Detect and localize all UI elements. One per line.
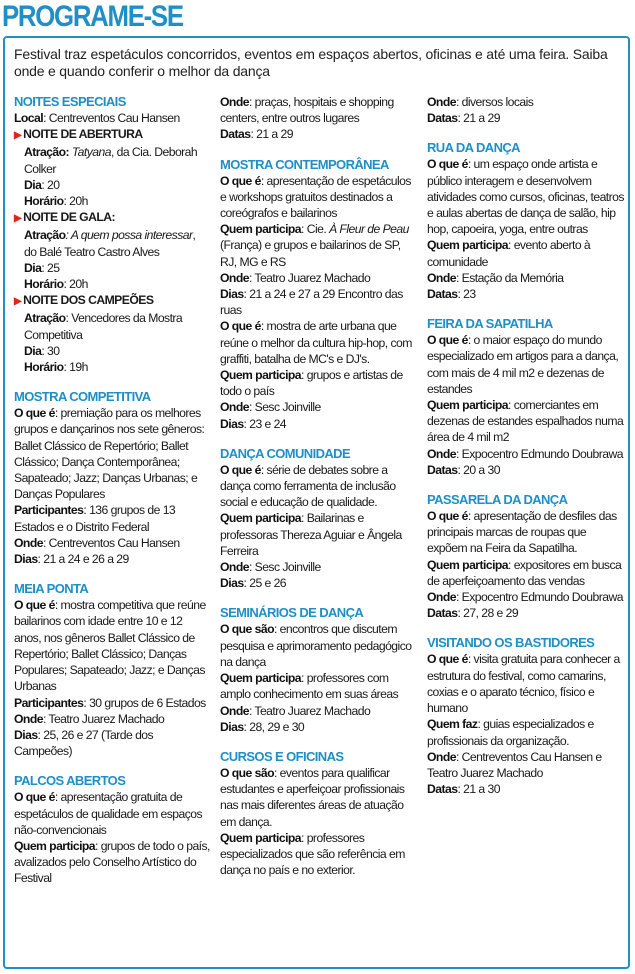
field-value: , do Balé Teatro Castro Alves [24,228,196,259]
field-value: : 21 a 30 [457,782,500,797]
event-details [14,310,210,375]
field-value: : eventos para qualificar estudantes e aperfeiçoar profissionais nas mais diferentes áreas de atuação em dança. [220,765,405,829]
field-label: Onde [427,95,456,109]
field-label: O que é [427,333,468,348]
field-label: Dias [220,416,244,431]
field-label: Horário [24,194,64,209]
field-value: : 21 a 29 [457,111,500,126]
field-value: : 19h [63,360,88,375]
field-label: Quem participa [220,511,302,526]
section-heading: DANÇA COMUNIDADE [220,445,351,461]
section-heading: MOSTRA CONTEMPORÂNEA [220,156,389,172]
field-label: Datas [427,782,458,797]
field-value: : 21 a 29 [250,127,293,142]
field-value: : Teatro Juarez Machado [248,270,371,285]
field-label: O que é [220,462,261,477]
section-heading: VISITANDO OS BASTIDORES [427,635,595,651]
field-value: : grupos de todo o país, avalizados pelo Conselho Artístico do Festival [14,838,210,886]
field-label: O que é [427,509,468,524]
field-label: Dias [220,576,244,591]
section-heading: PASSARELA DA DANÇA [427,492,568,508]
field-label: Onde [427,446,456,461]
field-label: Atração [24,311,66,326]
field-value: : mostra de arte urbana que reúne o melhor da cultura hip-hop, com graffiti, batalha de MC's e DJ's. [220,319,412,366]
field-label: Horário [24,360,64,375]
field-value: : 30 grupos de 6 Estados [83,695,206,710]
field-value: : praças, hospitais e shopping centers, entre outros lugares [220,95,394,126]
field-label: Quem participa [427,557,509,572]
field-value: : professores com amplo conhecimento em suas áreas [220,671,399,702]
field-label: O que é [14,790,55,805]
field-value: : guias especializados e profissionais da organização. [427,717,594,748]
field-label: Quem participa [220,830,302,845]
field-label: Onde [220,560,249,575]
field-value: : 23 e 24 [243,416,287,431]
column-3 [427,94,627,797]
field-value: : Sesc Joinville [248,560,321,575]
field-value: : 27, 28 e 29 [457,606,519,621]
field-value: : Estação da Memória [455,270,564,285]
field-value: : Centreventos Cau Hansen [43,111,180,125]
page-title: PROGRAME-SE [2,0,183,33]
field-value: : encontros que discutem pesquisa e aprimoramento pedagógico na dança [220,622,412,669]
field-value: : 30 [41,343,60,358]
event-name: ▶ NOITE DE GALA: [14,210,115,225]
field-label: Dia [24,177,42,192]
arrow-icon: ▶ [14,130,22,142]
field-value: : 25, 26 e 27 (Tarde dos Campeões) [14,727,154,759]
field-value: : Centreventos Cau Hansen e Teatro Juarez Machado [427,749,602,780]
field-label: O que é [220,319,261,334]
field-label: Onde [220,703,249,718]
field-label: Quem participa [427,398,509,413]
field-value: : apresentação de desfiles das principais marcas de roupas que expõem na Feira da Sapatilha. [427,509,617,556]
event-details [14,144,210,209]
field-value: : Centreventos Cau Hansen [42,535,180,550]
column-2 [220,94,418,878]
field-value: : evento aberto à comunidade [427,238,591,269]
field-value: , da Cia. Deborah Colker [24,145,198,176]
field-label: O que é [14,598,55,613]
field-label: Atração [24,228,66,243]
field-value: À Fleur de Peau [329,222,409,237]
field-value: : grupos e artistas de todo o país [220,368,403,399]
intro-text: Festival traz espetáculos concorridos, eventos em espaços abertos, oficinas e até uma feira. Saiba onde e quando conferir o melhor da dança [14,46,608,79]
local-line [14,110,210,126]
field-value: : o maior espaço do mundo especializado em artigos para a dança, com mais de 4 mil m2 e dezenas de estandes [427,333,619,396]
field-label: Onde [427,270,456,285]
field-label: Local [14,111,44,125]
field-value: : A quem possa interessar [65,228,193,243]
field-label: Dia [24,260,42,275]
field-value: : 136 grupos de 13 Estados e o Distrito Federal [14,503,176,534]
section-heading: MOSTRA COMPETITIVA [14,389,151,405]
field-label: O que são [220,765,274,780]
field-label: O que é [220,173,261,188]
field-label: Dias [14,552,38,567]
field-value: : 23 [457,287,476,302]
event-details [14,227,210,292]
field-label: O que é [14,406,55,421]
field-label: Participantes [14,503,84,518]
column-1 [14,94,210,887]
field-value: : mostra competitiva que reúne bailarinos com idade entre 10 e 12 anos, nos gêneros Ballet Clássico de Repertório; Ballet Clássico; Danças Populares; Sapateado; Jazz; e Danças Urbanas [14,598,206,694]
field-value: : 20h [63,194,88,209]
field-label: Onde [14,711,43,726]
field-label: Quem participa [427,238,509,253]
field-value: : 21 a 24 e 27 a 29 Encontro das ruas [220,287,403,318]
field-value: : diversos locais [455,95,534,109]
field-value: : premiação para os melhores grupos e dançarinos nos sete gêneros: Ballet Clássico de Repertório; Ballet Clássico; Dança Contemporânea; Sapateado; Jazz; Danças Urbanas; e Danças Populares [14,406,205,502]
field-value: : 20 a 30 [457,462,500,477]
event-name: ▶ NOITE DOS CAMPEÕES [14,293,154,308]
field-label: Dias [14,727,38,742]
field-value: : Bailarinas e professoras Thereza Aguiar e Ângela Ferreira [220,511,402,558]
field-value: : Expocentro Edmundo Doubrawa [455,590,623,605]
field-value: : Cie. [301,222,330,237]
field-label: O que é [427,157,468,172]
field-label: Horário [24,277,64,292]
event-name: ▶ NOITE DE ABERTURA [14,127,143,142]
field-label: Onde [427,590,456,605]
field-value: : visita gratuita para conhecer a estrutura do festival, como camarins, coxias e o aparato técnico, físico e humano [427,652,620,716]
field-label: Onde [220,95,249,109]
field-label: Dia [24,343,42,358]
field-value: : série de debates sobre a dança como ferramenta de inclusão social e educação de qualidade. [220,462,396,510]
field-value: : Vencedores da Mostra Competitiva [24,311,183,342]
field-label: Onde [220,400,249,415]
field-label: Onde [220,270,249,285]
field-label: Quem participa [220,368,302,383]
field-label: O que é [427,652,468,667]
field-value: : Teatro Juarez Machado [248,703,371,718]
field-value: : professores especializados que são referência em dança no país e no exterior. [220,830,405,878]
field-label: Quem faz [427,717,478,732]
arrow-icon: ▶ [14,213,22,225]
field-value: : 25 [41,260,60,275]
field-label: Datas [427,111,458,126]
field-label: Dias [220,719,244,734]
field-value: : expositores em busca de aperfeiçoamento das vendas [427,557,622,588]
field-value: : apresentação gratuita de espetáculos de qualidade em espaços não-convencionais [14,790,203,837]
field-value: : apresentação de espetáculos e workshops gratuitos destinados a coreógrafos e bailarinos [220,173,411,221]
field-value: : 21 a 24 e 26 a 29 [37,552,129,567]
field-value: : comerciantes em dezenas de estandes espalhados numa área de 4 mil m2 [427,398,624,445]
field-value: : um espaço onde artista e público interagem e desenvolvem atividades como cursos, oficinas, teatros e aulas abertas de dança de salão, hip hop, capoeira, yoga, entre outras [427,157,624,237]
field-label: Atração: [24,145,70,160]
field-value: : Teatro Juarez Machado [42,711,165,726]
section-heading: RUA DA DANÇA [427,140,520,156]
section-heading: PALCOS ABERTOS [14,773,126,789]
field-label: Onde [14,535,43,550]
field-value: : 25 e 26 [243,576,287,591]
field-value: : 20h [63,277,88,292]
field-label: Datas [427,287,458,302]
field-label: Quem participa [220,671,302,686]
field-label: Dias [220,287,244,302]
arrow-icon: ▶ [14,296,22,308]
field-value: (França) e grupos e bailarinos de SP, RJ, MG e RS [220,238,401,269]
field-label: Quem participa [14,838,96,853]
field-label: Datas [220,127,251,142]
field-label: Datas [427,462,458,477]
field-label: Datas [427,606,458,621]
field-value: : Expocentro Edmundo Doubrawa [455,446,623,461]
field-value: : 28, 29 e 30 [243,719,305,734]
field-label: O que são [220,622,274,637]
field-value: : Sesc Joinville [248,400,321,415]
section-heading: NOITES ESPECIAIS [14,94,126,109]
field-label: Participantes [14,695,84,710]
section-heading: FEIRA DA SAPATILHA [427,316,553,332]
field-label: Onde [427,749,456,764]
field-value: : 20 [41,177,60,192]
field-value: Tatyana [71,145,111,160]
section-heading: MEIA PONTA [14,581,89,597]
field-label: Quem participa [220,222,302,237]
section-heading: CURSOS E OFICINAS [220,748,344,764]
section-heading: SEMINÁRIOS DE DANÇA [220,605,364,621]
